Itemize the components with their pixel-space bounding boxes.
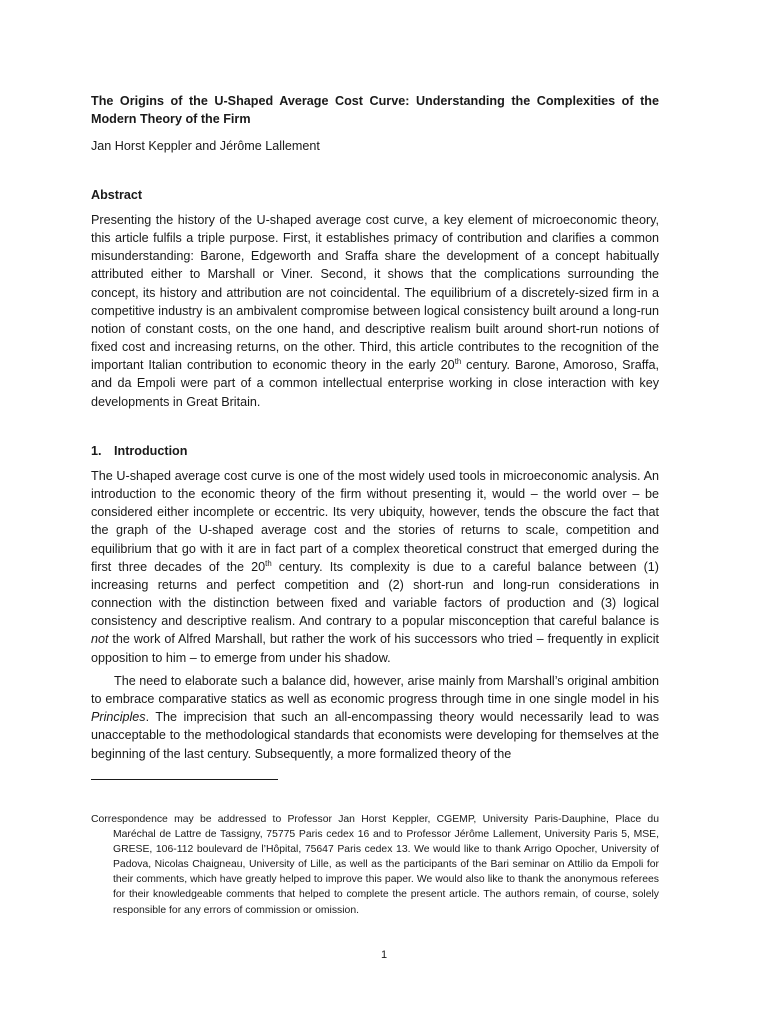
body-paragraph xyxy=(91,672,659,763)
ordinal-superscript: th xyxy=(265,558,272,568)
section-title: Introduction xyxy=(114,444,188,458)
footnote-separator xyxy=(91,779,278,780)
footnote-text: Correspondence may be addressed to Professor Jan Horst Keppler, CGEMP, University Paris-Dauphine, Place du Maréchal de Lattre de Tassigny, 75775 Paris cedex 16 and to Professor Jérôme Lallement, University Paris 5, MSE, GRESE, 106-112 boulevard de l’Hôpital, 75647 Paris cedex 13. We would like to thank Arrigo Opocher, University of Padova, Nicolas Chaigneau, University of Lille, as well as the participants of the Bari seminar on Attilio da Empoli for their comments, which have greatly helped to improve this paper. We would also like to thank the anonymous referees for their knowledgeable comments that helped to complete the present article. The authors remain, of course, solely responsible for any errors of commission or omission. xyxy=(91,814,659,916)
ordinal-superscript: th xyxy=(454,357,462,367)
abstract-heading: Abstract xyxy=(91,188,143,202)
paragraph-text-part: the work of Alfred Marshall, but rather the work of his successors who tried – frequently in explicit opposition to him – to emerge from under his shadow. xyxy=(91,632,659,665)
abstract-text-part: century. Barone, Amoroso, Sraffa, and da Empoli were part of a common intellectual enterprise working in close interaction with key developments in Great Britain. xyxy=(91,358,659,409)
section-number: 1. xyxy=(91,444,102,458)
emphasis-text: not xyxy=(91,632,109,647)
paragraph-text-part: century. Its complexity is due to a careful balance between (1) increasing returns and perfect competition and (2) short-run and long-run considerations in connection with the distinction between fixed and variable factors of production and (3) logical consistency and descriptive realism. And contrary to a popular misconception that careful balance is xyxy=(91,559,660,629)
abstract-text-part: Presenting the history of the U-shaped average cost curve, a key element of microeconomic theory, this article fulfils a triple purpose. First, it establishes primacy of contribution and clarifies a common misunderstanding: Barone, Edgeworth and Sraffa share the development of a concept habitually attributed either to Marshall or Viner. Second, it shows that the complications surrounding the concept, its history and attribution are not coincidental. The equilibrium of a discretely-sized firm in a competitive industry is an ambivalent compromise between logical consistency built around a long-run notion of constant costs, on the one hand, and descriptive realism built around short-run notions of fixed cost and increasing returns, on the other. Third, this article contributes to the recognition of the important Italian contribution to economic theory in the early 20 xyxy=(91,213,659,373)
paragraph-text-part: The need to elaborate such a balance did, however, arise mainly from Marshall’s original ambition to embrace comparative statics as well as economic progress through time in one single model in his xyxy=(91,674,659,707)
abstract-text xyxy=(91,211,659,411)
paragraph-text-part: The U-shaped average cost curve is one of the most widely used tools in microeconomic analysis. An introduction to the economic theory of the firm without presenting it, would – the world over – be considered either incomplete or eccentric. Its very ubiquity, however, tends the obscure the fact that the graph of the U-shaped average cost and the stories of returns to scale, competition and equilibrium that go with it are in fact part of a complex theoretical construct that emerged during the first three decades of the 20 xyxy=(91,469,659,574)
paper-title: The Origins of the U-Shaped Average Cost Curve: Understanding the Complexities of the Modern Theory of the Firm xyxy=(91,94,659,126)
section-heading xyxy=(91,442,659,460)
emphasis-text: Principles xyxy=(91,710,146,725)
paper-authors: Jan Horst Keppler and Jérôme Lallement xyxy=(91,139,320,153)
paragraph-text-part: . The imprecision that such an all-encompassing theory would necessarily lead to was unacceptable to the methodological standards that economists were developing for themselves at the beginning of the last century. Subsequently, a more formalized theory of the xyxy=(91,710,659,761)
body-paragraph xyxy=(91,467,659,667)
page-number: 1 xyxy=(380,949,388,961)
